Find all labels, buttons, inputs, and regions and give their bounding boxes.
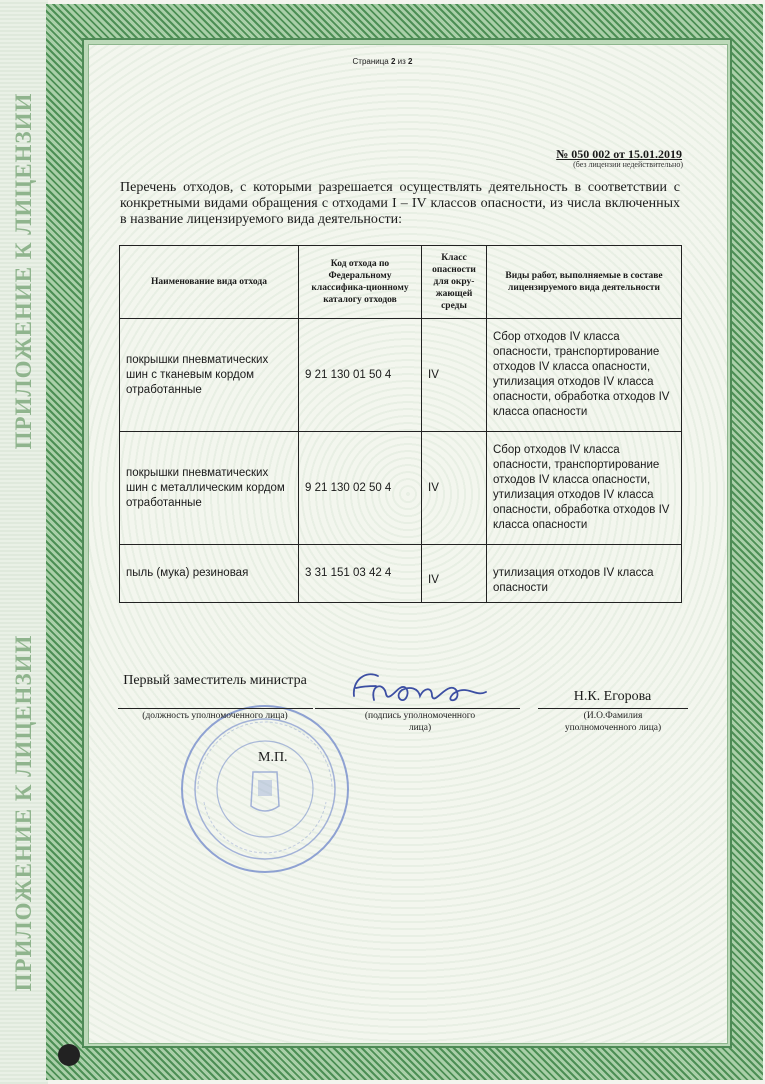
cell-waste-name: покрышки пневматических шин с тканевым кордом отработанные	[120, 319, 299, 432]
header-waste-code: Код отхода по Федеральному классифика-ционному каталогу отходов	[299, 246, 422, 319]
cell-hazard-class: IV	[422, 545, 487, 603]
cell-waste-code: 9 21 130 02 50 4	[299, 432, 422, 545]
side-strip	[0, 0, 48, 1084]
header-hazard-class: Класс опасности для окру-жающей среды	[422, 246, 487, 319]
signer-position: Первый заместитель министра	[123, 673, 307, 688]
header-work-types: Виды работ, выполняемые в составе лицензируемого вида деятельности	[487, 246, 682, 319]
cell-work-types: Сбор отходов IV класса опасности, транспортирование отходов IV класса опасности, утилизация отходов IV класса опасности, обработка отходов IV класса опасности	[487, 319, 682, 432]
license-number: № 050 002 от 15.01.2019	[556, 147, 682, 161]
signature-line	[315, 708, 520, 709]
header-waste-name: Наименование вида отхода	[120, 246, 299, 319]
name-caption: (И.О.Фамилия уполномоченного лица)	[564, 711, 662, 733]
cell-waste-name: покрышки пневматических шин с металлическим кордом отработанные	[120, 432, 299, 545]
waste-table	[119, 245, 682, 603]
cell-hazard-class: IV	[422, 319, 487, 432]
cell-work-types: Сбор отходов IV класса опасности, транспортирование отходов IV класса опасности, утилизация отходов IV класса опасности, обработка отходов IV класса опасности	[487, 432, 682, 545]
table-row	[120, 545, 682, 603]
signature-caption: (подпись уполномоченного лица)	[364, 711, 476, 733]
position-caption: (должность уполномоченного лица)	[142, 711, 288, 721]
side-caption-text: ПРИЛОЖЕНИЕ К ЛИЦЕНЗИИ	[11, 92, 36, 450]
cell-waste-name: пыль (мука) резиновая	[120, 545, 299, 603]
side-caption-text: ПРИЛОЖЕНИЕ К ЛИЦЕНЗИИ	[11, 634, 36, 992]
stamp-label: М.П.	[258, 750, 288, 765]
name-line	[538, 708, 688, 709]
position-line	[118, 708, 313, 709]
cell-work-types: утилизация отходов IV класса опасности	[487, 545, 682, 603]
table-row	[120, 432, 682, 545]
official-seal	[178, 702, 353, 882]
table-row	[120, 319, 682, 432]
page-number: Страница 2 из 2	[352, 57, 413, 66]
punch-hole	[58, 1044, 80, 1066]
side-caption	[6, 0, 42, 1084]
license-note: (без лицензии недействительно)	[573, 160, 683, 169]
intro-paragraph: Перечень отходов, с которыми разрешается осуществлять деятельность в соответствии с конкретными видами обращения с отходами I – IV классов опасности, из числа включенных в название лицензируемого вида деятельности:	[120, 180, 680, 227]
cell-hazard-class: IV	[422, 432, 487, 545]
cell-waste-code: 9 21 130 01 50 4	[299, 319, 422, 432]
signer-name: Н.К. Егорова	[573, 689, 652, 704]
cell-waste-code: 3 31 151 03 42 4	[299, 545, 422, 603]
